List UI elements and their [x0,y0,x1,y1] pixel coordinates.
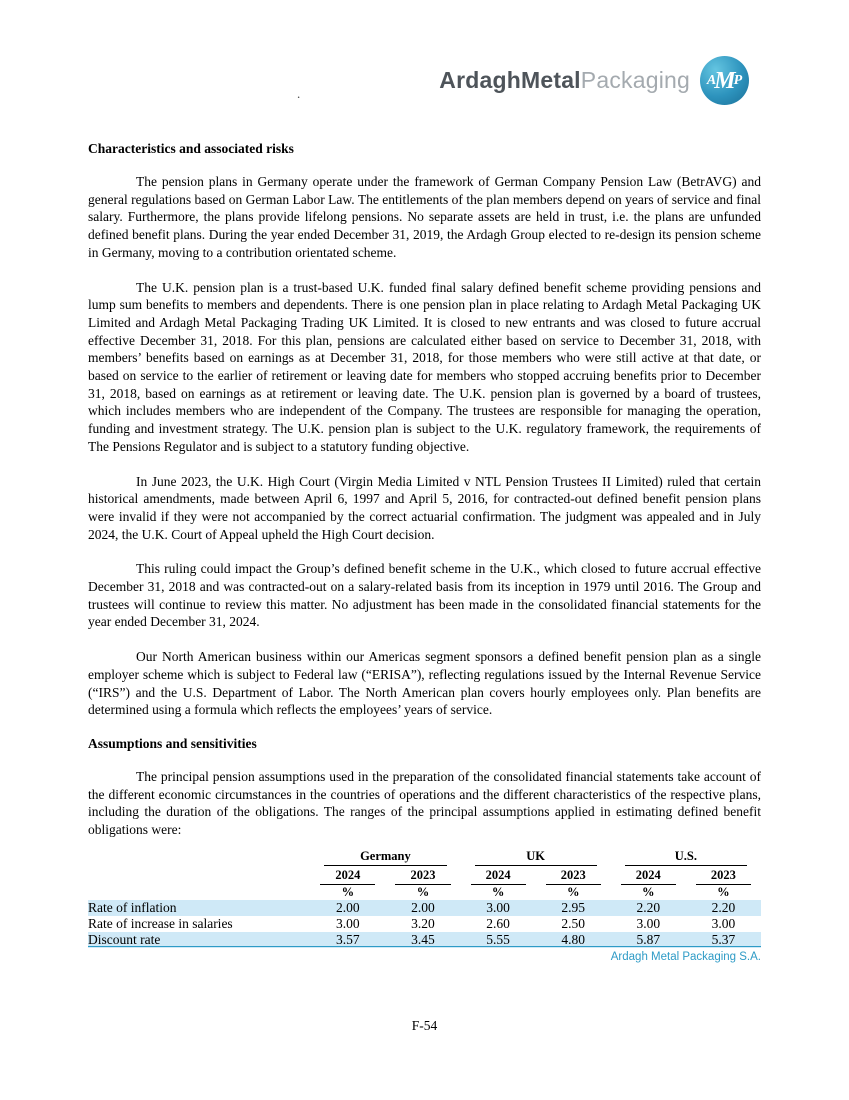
cell-value: 2.20 [611,900,686,916]
cell-value: 3.00 [711,915,736,931]
paragraph-assumptions-intro: The principal pension assumptions used in the preparation of the consolidated financial statements take account of the different economic circumstances in the countries of operations and the different characteristics of the respective plans, including the duration of the obligations. The ranges of the principal assumptions applied in estimating defined benefit obligations were: [88,768,761,838]
year-header-cell [461,866,536,885]
unit-percent: % [642,884,655,899]
group-header-uk: UK [475,849,597,866]
paragraph-north-america-plan: Our North American business within our Americas segment sponsors a defined benefit pension plan as a single employer scheme which is subject to Federal law (“ERISA”), reflecting regulations issued by the Internal Revenue Service (“IRS”) and the U.S. Department of Labor. The North American plan covers hourly employees only. Plan benefits are determined using a formula which reflects the employees’ years of service. [88,649,761,718]
logo-word-metal: Metal [520,67,581,93]
cell-value: 5.55 [461,932,536,948]
cell-value: 2.00 [310,900,385,916]
year-header: 2024 [621,866,676,885]
logo-word-ardagh: Ardagh [439,67,521,93]
unit-percent: % [717,884,730,899]
unit-percent: % [566,884,580,899]
table-row-rate-of-inflation [88,900,761,916]
page-content [88,141,761,948]
unit-percent: % [341,884,355,899]
cell-value: 2.95 [536,900,611,916]
row-label: Rate of inflation [88,900,310,916]
paragraph-ruling-impact: This ruling could impact the Group’s defined benefit scheme in the U.K., which closed to future accrual effective December 31, 2018 and was contracted-out on a salary-related basis from its inception in 1979 until 2016. The Group and trustees will continue to review this matter. No adjustment has been made in the consolidated financial statements for the year ended December 31, 2024. [88,561,761,630]
cell-value: 5.87 [611,932,686,948]
logo-wordmark [439,67,690,94]
heading-characteristics-risks: Characteristics and associated risks [88,141,294,156]
table-row-rate-of-increase-in-salaries [88,916,761,932]
table-year-header-row [88,866,761,885]
assumptions-table [88,849,761,948]
cell-value: 2.00 [385,900,460,916]
cell-value: 5.37 [686,932,761,948]
footer-company-name: Ardagh Metal Packaging S.A. [610,951,761,963]
cell-value: 2.20 [686,900,761,916]
heading-assumptions-sensitivities: Assumptions and sensitivities [88,735,257,751]
group-header-cell [611,849,761,866]
cell-value: 3.00 [336,915,360,931]
table-group-header-row [88,849,761,866]
company-logo [439,56,749,105]
unit-percent: % [491,884,505,899]
year-header-cell [686,866,761,885]
empty-cell [88,866,310,885]
footer-divider [88,946,761,947]
table-unit-row [88,885,761,900]
row-label: Discount rate [88,932,310,948]
amp-logo-icon [700,56,749,105]
year-header: 2024 [471,866,526,885]
cell-value: 2.60 [486,915,510,931]
unit-percent: % [416,884,430,899]
year-header-cell [385,866,460,885]
paragraph-germany-plans: The pension plans in Germany operate under the framework of German Company Pension Law (BetrAVG) and general regulations based on German Labor Law. The entitlements of the plan members depend on years of service and final salary. Furthermore, the plans provide lifelong pensions. No separate assets are held in trust, i.e. the plans are unfunded defined benefit plans. During the year ended December 31, 2019, the Ardagh Group elected to re-design its pension scheme in Germany, moving to a contribution orientated scheme. [88,174,761,260]
empty-cell [88,885,310,900]
year-header-cell [536,866,611,885]
row-label: Rate of increase in salaries [88,915,233,931]
group-header-cell [461,849,611,866]
group-header-cell [310,849,460,866]
year-header: 2023 [696,866,751,885]
year-header: 2023 [546,866,601,885]
year-header: 2023 [395,866,450,885]
amp-monogram-p: P [733,72,743,88]
year-header: 2024 [320,866,375,885]
cell-value: 3.00 [461,900,536,916]
year-header-cell [310,866,385,885]
paragraph-uk-plan: The U.K. pension plan is a trust-based U.K. funded final salary defined benefit scheme providing pensions and lump sum benefits to members and dependents. There is one pension plan in place relating to Ardagh Metal Packaging UK Limited and Ardagh Metal Packaging Trading UK Limited. It is closed to new entrants and was closed to future accrual effective December 31, 2018. For this plan, pensions are calculated either based on service to December 31, 2018, with members’ benefits based on earnings as at December 31, 2018, for those members who were still active at that date, or based on service to the earlier of retirement or leaving date for members who stopped accruing benefits prior to December 31, 2018, based on earnings as at retirement or leaving date. The U.K. pension plan is governed by a board of trustees, which includes members who are independent of the Company. The trustees are responsible for managing the operation, funding and investment strategy. The U.K. pension plan is subject to the U.K. regulatory framework, the requirements of The Pensions Regulator and is subject to a statutory funding objective. [88,279,761,454]
cell-value: 2.50 [561,915,585,931]
empty-cell [88,849,310,866]
logo-word-packaging: Packaging [580,67,690,93]
group-header-us: U.S. [625,849,747,866]
cell-value: 4.80 [536,932,611,948]
group-header-germany: Germany [324,849,446,866]
amp-monogram-a: A [706,72,717,88]
paragraph-high-court-ruling: In June 2023, the U.K. High Court (Virgin Media Limited v NTL Pension Trustees II Limited) ruled that certain historical amendments, made between April 6, 1997 and April 5, 2016, for contracted-out defined benefit pension plans were invalid if they were not accompanied by the correct actuarial confirmation. The judgment was appealed and in July 2024, the U.K. Court of Appeal upheld the High Court decision. [88,473,761,542]
cell-value: 3.20 [411,915,435,931]
year-header-cell [611,866,686,885]
stray-mark: . [297,86,301,101]
page-number: F-54 [411,1018,438,1033]
cell-value: 3.00 [636,915,661,931]
amp-monogram-m: M [714,67,736,94]
cell-value: 3.45 [385,932,460,948]
cell-value: 3.57 [310,932,385,948]
